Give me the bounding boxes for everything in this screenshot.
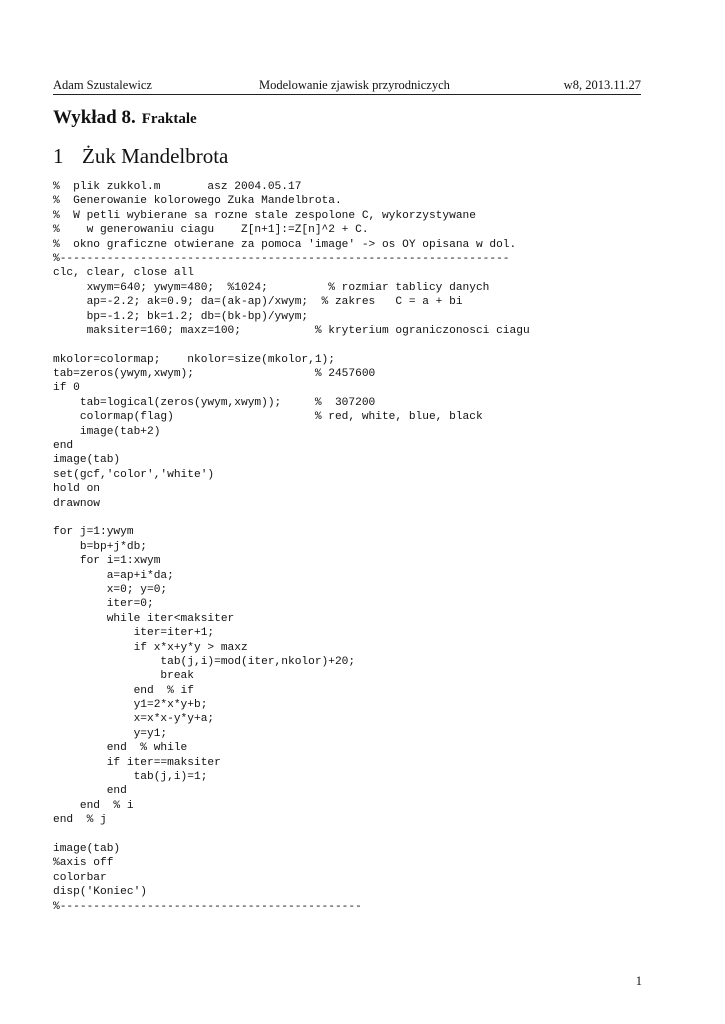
code-line: %axis off <box>53 857 114 870</box>
page-number: 1 <box>635 974 642 988</box>
code-line: % w generowaniu ciagu Z[n+1]:=Z[n]^2 + C. <box>53 224 369 237</box>
code-line: %------------------------------------------------------------------- <box>53 252 510 265</box>
code-line: end % i <box>53 799 134 812</box>
code-line: iter=iter+1; <box>53 627 215 640</box>
code-line: % Generowanie kolorowego Zuka Mandelbrota. <box>53 195 342 208</box>
code-line: for j=1:ywym <box>53 526 134 539</box>
code-line: tab(j,i)=1; <box>53 771 208 784</box>
code-line: end <box>53 440 74 453</box>
code-line: colorbar <box>53 871 107 884</box>
code-line: y=y1; <box>53 727 168 740</box>
code-line: end % j <box>53 814 107 827</box>
code-line: while iter<maksiter <box>53 612 235 625</box>
code-line: y1=2*x*y+b; <box>53 699 208 712</box>
lecture-topic: Fraktale <box>141 111 197 127</box>
section-heading <box>53 144 228 169</box>
code-line <box>53 511 530 525</box>
code-line: % plik zukkol.m asz 2004.05.17 <box>53 181 302 193</box>
code-line: image(tab) <box>53 842 121 855</box>
code-line: end % while <box>53 742 188 755</box>
code-line: clc, clear, close all <box>53 267 194 280</box>
code-line: x=x*x-y*y+a; <box>53 713 215 726</box>
code-line: set(gcf,'color','white') <box>53 468 215 481</box>
section-title: Żuk Mandelbrota <box>82 144 229 168</box>
code-line: break <box>53 670 194 683</box>
header-author: Adam Szustalewicz <box>53 78 152 92</box>
code-listing <box>53 180 530 914</box>
running-header <box>53 77 641 93</box>
code-line: if x*x+y*y > maxz <box>53 641 248 654</box>
code-line: colormap(flag) % red, white, blue, black <box>53 411 483 424</box>
code-line: ap=-2.2; ak=0.9; da=(ak-ap)/xwym; % zakres C = a + bi <box>53 296 463 309</box>
code-line: iter=0; <box>53 598 154 611</box>
code-line: % okno graficzne otwierane za pomoca 'image' -> os OY opisana w dol. <box>53 238 517 251</box>
code-line: if 0 <box>53 382 80 395</box>
lecture-label: Wykład 8. <box>53 107 136 128</box>
header-rule <box>53 94 641 95</box>
code-line: end <box>53 785 127 798</box>
lecture-title <box>53 107 197 129</box>
code-line: b=bp+j*db; <box>53 540 147 553</box>
code-line: mkolor=colormap; nkolor=size(mkolor,1); <box>53 353 335 366</box>
code-line: tab=zeros(ywym,xwym); % 2457600 <box>53 368 376 381</box>
code-line: disp('Koniec') <box>53 886 147 899</box>
code-line: xwym=640; ywym=480; %1024; % rozmiar tablicy danych <box>53 281 490 294</box>
code-line: image(tab) <box>53 454 121 467</box>
code-line: a=ap+i*da; <box>53 569 174 582</box>
code-line <box>53 338 530 352</box>
code-line: x=0; y=0; <box>53 583 168 596</box>
code-line: tab(j,i)=mod(iter,nkolor)+20; <box>53 655 356 668</box>
code-line: for i=1:xwym <box>53 555 161 568</box>
code-line: if iter==maksiter <box>53 756 221 769</box>
code-line: maksiter=160; maxz=100; % kryterium ograniczonosci ciagu <box>53 324 530 337</box>
section-number: 1 <box>53 144 64 168</box>
code-line <box>53 828 530 842</box>
header-lecture-date: w8, 2013.11.27 <box>563 78 641 92</box>
header-course-title: Modelowanie zjawisk przyrodniczych <box>259 78 450 92</box>
code-line: % W petli wybierane sa rozne stale zespolone C, wykorzystywane <box>53 209 476 222</box>
code-line: tab=logical(zeros(ywym,xwym)); % 307200 <box>53 396 376 409</box>
code-line: end % if <box>53 684 194 697</box>
code-line: %--------------------------------------------- <box>53 900 362 913</box>
code-line: drawnow <box>53 497 100 510</box>
code-line: image(tab+2) <box>53 425 161 438</box>
code-line: hold on <box>53 483 100 496</box>
code-line: bp=-1.2; bk=1.2; db=(bk-bp)/ywym; <box>53 310 309 323</box>
